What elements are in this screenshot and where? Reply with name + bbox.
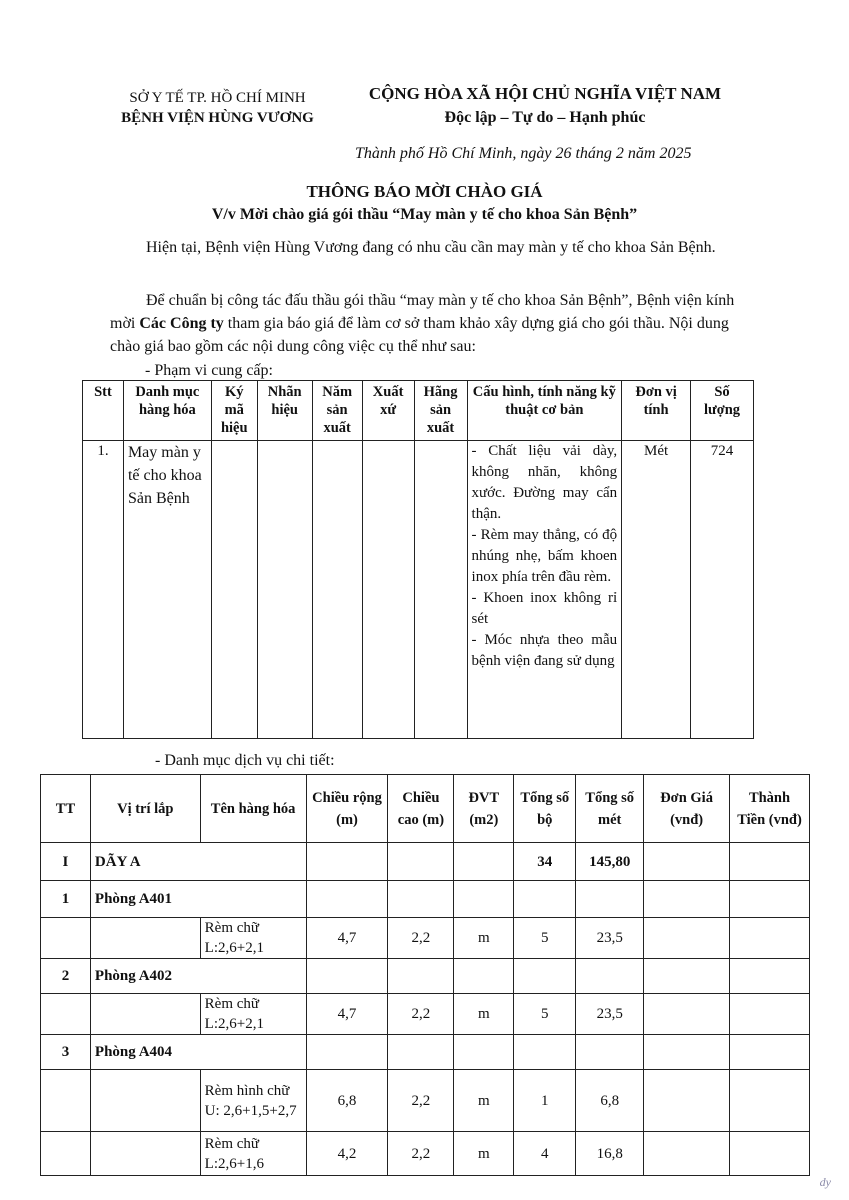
item-sets: 5: [514, 994, 576, 1035]
row-specs: [467, 441, 622, 739]
room-name: Phòng A404: [90, 1035, 306, 1070]
services-table: [40, 774, 810, 1176]
invitation-paragraph: [110, 289, 750, 358]
col-unit: ĐVT (m2): [454, 775, 514, 843]
section-row: [41, 843, 810, 881]
issuer-block: [95, 88, 340, 128]
document-title: THÔNG BÁO MỜI CHÀO GIÁ: [306, 182, 543, 201]
col-item-name: Danh mục hàng hóa: [123, 381, 211, 441]
row-unit: Mét: [622, 441, 691, 739]
col-code: Ký mã hiệu: [211, 381, 257, 441]
scope-table: [82, 380, 754, 739]
col-amount: Thành Tiền (vnđ): [730, 775, 810, 843]
item-meters: 6,8: [576, 1070, 644, 1132]
motto: Độc lập – Tự do – Hạnh phúc: [444, 109, 646, 126]
item-unit: m: [454, 994, 514, 1035]
item-name: Rèm chữ L:2,6+1,6: [200, 1132, 306, 1176]
section-name: DÃY A: [90, 843, 306, 881]
table-row: [41, 994, 810, 1035]
issuer-department: SỞ Y TẾ TP. HỒ CHÍ MINH: [129, 90, 306, 106]
item-unit: m: [454, 1132, 514, 1176]
col-total-meters: Tổng số mét: [576, 775, 644, 843]
scope-table-header: [83, 381, 754, 441]
room-tt: 3: [41, 1035, 91, 1070]
services-label: - Danh mục dịch vụ chi tiết:: [155, 752, 335, 769]
services-table-header: [41, 775, 810, 843]
col-quantity: Số lượng: [691, 381, 754, 441]
row-manufacturer: [414, 441, 467, 739]
table-row: [83, 441, 754, 739]
country-name: CỘNG HÒA XÃ HỘI CHỦ NGHĨA VIỆT NAM: [368, 84, 722, 103]
row-item-name: May màn y tế cho khoa Sản Bệnh: [123, 441, 211, 739]
invitation-text-start: Để chuẩn bị công tác đấu thầu gói thầu “may màn y tế cho khoa Sản Bệnh”, Bệnh viện kính mời: [110, 292, 735, 332]
item-meters: 23,5: [576, 994, 644, 1035]
col-origin: Xuất xứ: [362, 381, 414, 441]
col-width: Chiều rộng (m): [306, 775, 388, 843]
spec-item: - Rèm may thẳng, có độ nhúng nhẹ, bấm khoen inox phía trên đầu rèm.: [471, 527, 618, 585]
col-unit: Đơn vị tính: [622, 381, 691, 441]
row-year: [312, 441, 362, 739]
col-year: Năm sản xuất: [312, 381, 362, 441]
invitation-companies: Các Công ty: [139, 315, 224, 332]
item-meters: 16,8: [576, 1132, 644, 1176]
row-quantity: 724: [691, 441, 754, 739]
item-sets: 4: [514, 1132, 576, 1176]
item-height: 2,2: [388, 994, 454, 1035]
row-origin: [362, 441, 414, 739]
room-name: Phòng A401: [90, 881, 306, 918]
col-goods-name: Tên hàng hóa: [200, 775, 306, 843]
item-sets: 5: [514, 918, 576, 959]
room-row: [41, 881, 810, 918]
national-motto-block: [345, 82, 745, 130]
col-total-sets: Tổng số bộ: [514, 775, 576, 843]
invitation-text-end: tham gia báo giá để làm cơ sở tham khảo xây dựng giá cho gói thầu. Nội dung chào giá bao gồm các nội dung công việc cụ thể như sau:: [110, 315, 729, 355]
room-row: [41, 959, 810, 994]
scope-label: - Phạm vi cung cấp:: [145, 362, 273, 379]
section-tt: I: [41, 843, 91, 881]
item-height: 2,2: [388, 1132, 454, 1176]
room-tt: 2: [41, 959, 91, 994]
col-stt: Stt: [83, 381, 124, 441]
col-specs: Cấu hình, tính năng kỹ thuật cơ bản: [467, 381, 622, 441]
table-row: [41, 918, 810, 959]
item-meters: 23,5: [576, 918, 644, 959]
document-subtitle: V/v Mời chào giá gói thầu “May màn y tế cho khoa Sản Bệnh”: [211, 206, 638, 223]
item-height: 2,2: [388, 918, 454, 959]
item-width: 4,2: [306, 1132, 388, 1176]
col-height: Chiều cao (m): [388, 775, 454, 843]
item-width: 6,8: [306, 1070, 388, 1132]
spec-item: - Khoen inox không rỉ sét: [471, 590, 618, 627]
col-brand: Nhãn hiệu: [257, 381, 312, 441]
section-meters: 145,80: [576, 843, 644, 881]
item-height: 2,2: [388, 1070, 454, 1132]
item-unit: m: [454, 1070, 514, 1132]
issuer-hospital: BỆNH VIỆN HÙNG VƯƠNG: [121, 110, 314, 126]
item-width: 4,7: [306, 918, 388, 959]
item-width: 4,7: [306, 994, 388, 1035]
item-name: Rèm chữ L:2,6+2,1: [200, 994, 306, 1035]
row-brand: [257, 441, 312, 739]
room-tt: 1: [41, 881, 91, 918]
col-tt: TT: [41, 775, 91, 843]
date-line: Thành phố Hồ Chí Minh, ngày 26 tháng 2 năm 2025: [355, 145, 692, 162]
table-row: [41, 1070, 810, 1132]
spec-item: - Móc nhựa theo mẫu bệnh viện đang sử dụng: [471, 632, 618, 669]
spec-item: - Chất liệu vải dày, không nhăn, không xước. Đường may cẩn thận.: [471, 443, 618, 522]
col-unit-price: Đơn Giá (vnđ): [644, 775, 730, 843]
item-name: Rèm hình chữ U: 2,6+1,5+2,7: [200, 1070, 306, 1132]
section-sets: 34: [514, 843, 576, 881]
row-code: [211, 441, 257, 739]
item-unit: m: [454, 918, 514, 959]
item-sets: 1: [514, 1070, 576, 1132]
row-stt: 1.: [83, 441, 124, 739]
page-initial-mark: dy: [819, 1175, 831, 1189]
table-row: [41, 1132, 810, 1176]
room-row: [41, 1035, 810, 1070]
intro-paragraph: Hiện tại, Bệnh viện Hùng Vương đang có nhu cầu cần may màn y tế cho khoa Sản Bệnh.: [146, 239, 716, 256]
room-name: Phòng A402: [90, 959, 306, 994]
col-manufacturer: Hãng sản xuất: [414, 381, 467, 441]
col-location: Vị trí lắp: [90, 775, 200, 843]
item-name: Rèm chữ L:2,6+2,1: [200, 918, 306, 959]
